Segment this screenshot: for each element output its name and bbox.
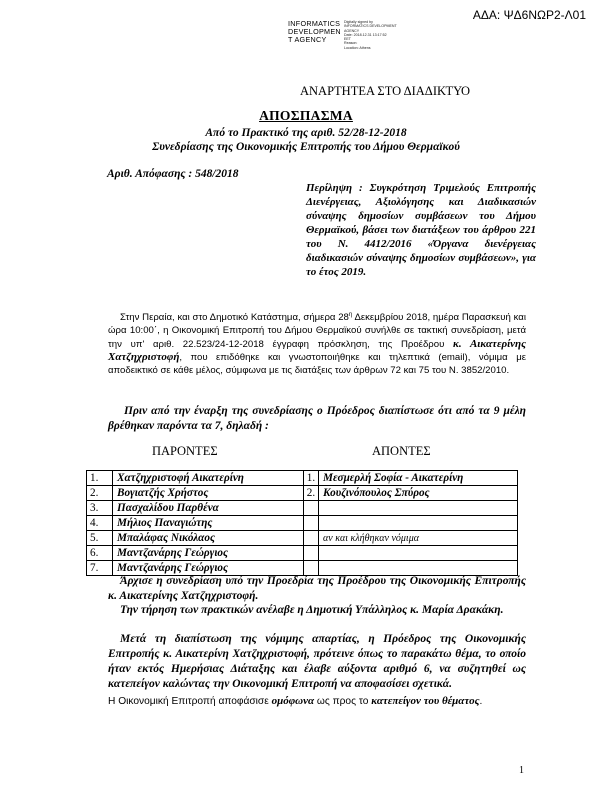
urgent-item-text: Μετά τη διαπίστωση της νόμιμης απαρτίας, η Πρόεδρος της Οικονομικής Επιτροπής κ. Αικατερίνη Χατζηχριστοφή, πρότεινε όπως το παρακάτω θέμα, το οποίο ήταν εκτός Ημερήσιας Διάταξης και έλαβε αύξοντα αριθμό 6, να συζητηθεί ως κατεπείγον καλώντας την Οικονομική Επιτροπή να αποφασίσει σχετικά. xyxy=(108,633,526,690)
table-row xyxy=(87,546,518,561)
watermark-line: DEVELOPMEN xyxy=(288,27,341,37)
president-name: κ. Αικατερίνης Χατζηχριστοφή xyxy=(108,337,527,363)
final-text-1: Η Οικονομική Επιτροπή αποφάσισε xyxy=(108,696,272,707)
signature-detail-line: Digitally signed by xyxy=(344,20,373,24)
watermark-line: T AGENCY xyxy=(288,35,327,45)
apospasma-heading: ΑΠΟΣΠΑΣΜΑ xyxy=(259,108,353,123)
present-member: Μαντζανάρης Γεώργιος xyxy=(113,561,304,576)
absent-num: 2. xyxy=(304,486,319,501)
minutes-source xyxy=(0,126,612,154)
absent-note: αν και κλήθηκαν νόμιμα xyxy=(319,531,518,546)
signature-watermark xyxy=(288,20,341,45)
final-text-3: . xyxy=(479,696,483,707)
final-text-2: ως προς το xyxy=(314,696,372,707)
absent-member: Μεσμερλή Σοφία - Αικατερίνη xyxy=(319,471,518,486)
absent-num xyxy=(304,501,319,516)
meeting-text-3: , που επιδόθηκε και γνωστοποιήθηκε και τηλεπτικά (email), νόμιμα με αποδεικτικό σε κάθε μέλος, σύμφωνα με τις διατάξεις των άρθρων 72 και 75 του Ν. 3852/2010. xyxy=(108,351,526,376)
day-superscript: η xyxy=(348,312,353,318)
absent-member xyxy=(319,516,518,531)
absent-num xyxy=(304,546,319,561)
present-num: 1. xyxy=(87,471,113,486)
signature-detail-line: Location: Athens xyxy=(344,45,371,50)
signature-detail-line: INFORMATICS DEVELOPMENT xyxy=(344,24,397,29)
table-row xyxy=(87,486,518,501)
absent-num xyxy=(304,531,319,546)
absent-header: ΑΠΟΝΤΕΣ xyxy=(372,444,431,458)
final-bold-1: ομόφωνα xyxy=(271,695,315,707)
present-member: Μαντζανάρης Γεώργιος xyxy=(113,546,304,561)
summary: Περίληψη : Συγκρότηση Τριμελούς Επιτροπής Διενέργειας, Αξιολόγησης και Διαδικασιών σύναψης δημοσίων συμβάσεων του Δήμου Θερμαϊκού, βάσει των διατάξεων του άρθρου 221 του Ν. 4412/2016 «Όργανα διενέργειας διαδικασιών σύναψης δημοσίων συμβάσεων», για το έτος 2019. xyxy=(306,182,536,278)
present-member: Μπαλάφας Νικόλαος xyxy=(113,531,304,546)
absent-num xyxy=(304,516,319,531)
committee-decision-text xyxy=(108,695,538,707)
online-title: ΑΝΑΡΤΗΤΕΑ ΣΤΟ ΔΙΑΔΙΚΤΥΟ xyxy=(300,84,471,98)
page-number: 1 xyxy=(519,765,524,776)
signature-detail-line: EET xyxy=(344,37,351,42)
absent-member xyxy=(319,501,518,516)
absent-member xyxy=(319,546,518,561)
watermark-line: INFORMATICS xyxy=(288,19,341,28)
present-num: 5. xyxy=(87,531,113,546)
present-num: 4. xyxy=(87,516,113,531)
signature-details xyxy=(344,20,397,50)
absent-member: Κουζινόπουλος Σπύρος xyxy=(319,486,518,501)
final-bold-2: κατεπείγον του θέματος xyxy=(371,695,480,707)
minutes-keeper-text: Την τήρηση των πρακτικών ανέλαβε η Δημοτική Υπάλληλος κ. Μαρία Δρακάκη. xyxy=(120,604,504,616)
present-member: Βογιατζής Χρήστος xyxy=(113,486,304,501)
table-row xyxy=(87,531,518,546)
table-row xyxy=(87,516,518,531)
table-row xyxy=(87,471,518,486)
minutes-source-line-1: Από το Πρακτικό της αριθ. 52/28-12-2018 xyxy=(205,127,407,139)
signature-detail-line: AGENCY xyxy=(344,28,360,33)
minutes-source-line-2: Συνεδρίασης της Οικονομικής Επιτροπής του Δήμου Θερμαϊκού xyxy=(152,141,460,153)
present-num: 2. xyxy=(87,486,113,501)
present-member: Μήλιος Παναγιώτης xyxy=(113,516,304,531)
present-num: 7. xyxy=(87,561,113,576)
quorum-text: Πριν από την έναρξη της συνεδρίασης ο Πρόεδρος διαπίστωσε ότι από τα 9 μέλη βρέθηκαν παρόντα τα 7, δηλαδή : xyxy=(108,405,526,432)
attendance-table xyxy=(86,470,518,576)
meeting-paragraph xyxy=(108,309,526,377)
present-member: Χατζηχριστοφή Αικατερίνη xyxy=(113,471,304,486)
present-member: Πασχαλίδου Παρθένα xyxy=(113,501,304,516)
session-start-text: Άρχισε η συνεδρίαση υπό την Προεδρία της Προέδρου της Οικονομικής Επιτροπής κ. Αικατερίνης Χατζηχριστοφή. xyxy=(108,575,526,602)
absent-num: 1. xyxy=(304,471,319,486)
meeting-text-2: Δεκεμβρίου 2018, ημέρα Παρασκευή και ώρα 10:00΄, η Οικονομική Επιτροπή του Δήμου Θερμαϊκού συνήλθε σε τακτική συνεδρίαση, μετά την υπ' αριθ. 22.523/24-12-2018 έγγραφη πρόσκληση, της Προέδρου xyxy=(108,312,526,350)
present-header: ΠΑΡΟΝΤΕΣ xyxy=(152,444,218,458)
signature-detail-line: Reason: xyxy=(344,41,358,46)
table-row xyxy=(87,501,518,516)
signature-detail-line: Date: 2018.12.31 13:17:52 xyxy=(344,32,387,37)
ada-code: ΑΔΑ: ΨΔ6ΝΩΡ2-Λ01 xyxy=(472,8,586,22)
decision-number: Αριθ. Απόφασης : 548/2018 xyxy=(107,168,239,180)
present-num: 6. xyxy=(87,546,113,561)
meeting-text-1: Στην Περαία, και στο Δημοτικό Κατάστημα, σήμερα 28 xyxy=(120,312,349,324)
present-num: 3. xyxy=(87,501,113,516)
